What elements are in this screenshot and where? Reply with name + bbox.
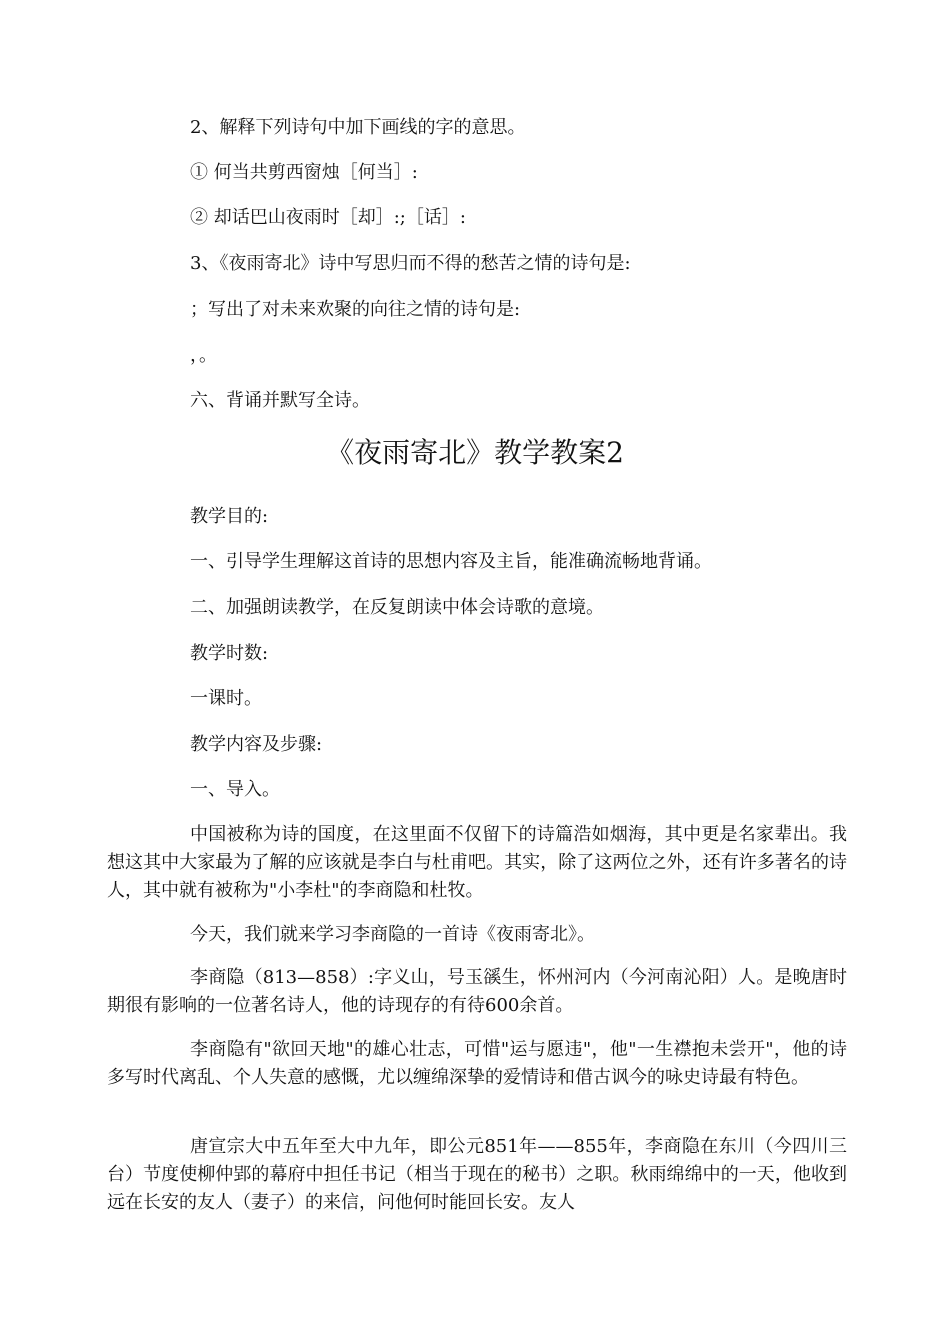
paragraph-background: 唐宣宗大中五年至大中九年，即公元851年——855年，李商隐在东川（今四川三台）节度使柳仲郢的幕府中担任书记（相当于现在的秘书）之职。秋雨绵绵中的一天，他收到远在长安的友人（妻子）的来信，问他何时能回长安。友人 xyxy=(107,1136,847,1213)
outline-hours-heading: 教学时数: xyxy=(190,643,269,664)
exercise-3-continued: ；写出了对未来欢聚的向往之情的诗句是: xyxy=(190,299,521,320)
exercise-2-item-2: ② 却话巴山夜雨时［却］:;［话］: xyxy=(190,207,466,228)
paragraph-today: 今天，我们就来学习李商隐的一首诗《夜雨寄北》。 xyxy=(190,924,595,945)
paragraph-author: 李商隐（813—858）:字义山，号玉豀生，怀州河内（今河南沁阳）人。是晚唐时期很有影响的一位著名诗人，他的诗现存的有待600余首。 xyxy=(107,967,847,1016)
exercise-3-line: 3、《夜雨寄北》诗中写思归而不得的愁苦之情的诗句是: xyxy=(190,253,631,274)
outline-goal-1: 一、引导学生理解这首诗的思想内容及主旨，能准确流畅地背诵。 xyxy=(190,551,712,572)
outline-steps-heading: 教学内容及步骤: xyxy=(190,734,323,755)
exercise-2-item-1: ① 何当共剪西窗烛［何当］: xyxy=(190,162,418,183)
exercise-6-line: 六、背诵并默写全诗。 xyxy=(190,390,370,411)
paragraph-ambition: 李商隐有"欲回天地"的雄心壮志，可惜"运与愿违"，他"一生襟抱未尝开"，他的诗多写时代离乱、个人失意的感慨，尤以缠绵深挚的爱情诗和借古讽今的咏史诗最有特色。 xyxy=(107,1039,847,1088)
exercise-3-blank: ，。 xyxy=(190,345,217,366)
outline-step-1: 一、导入。 xyxy=(190,779,280,800)
outline-hours-value: 一课时。 xyxy=(190,688,262,709)
outline-goals-heading: 教学目的: xyxy=(190,506,269,527)
paragraph-intro: 中国被称为诗的国度，在这里面不仅留下的诗篇浩如烟海，其中更是名家辈出。我想这其中大家最为了解的应该就是李白与杜甫吧。其实，除了这两位之外，还有许多著名的诗人，其中就有被称为"小李杜"的李商隐和杜牧。 xyxy=(107,824,847,901)
exercise-2-line: 2、解释下列诗句中加下画线的字的意思。 xyxy=(190,117,526,138)
section-title: 《夜雨寄北》教学教案2 xyxy=(326,436,624,469)
outline-goal-2: 二、加强朗读教学，在反复朗读中体会诗歌的意境。 xyxy=(190,597,604,618)
